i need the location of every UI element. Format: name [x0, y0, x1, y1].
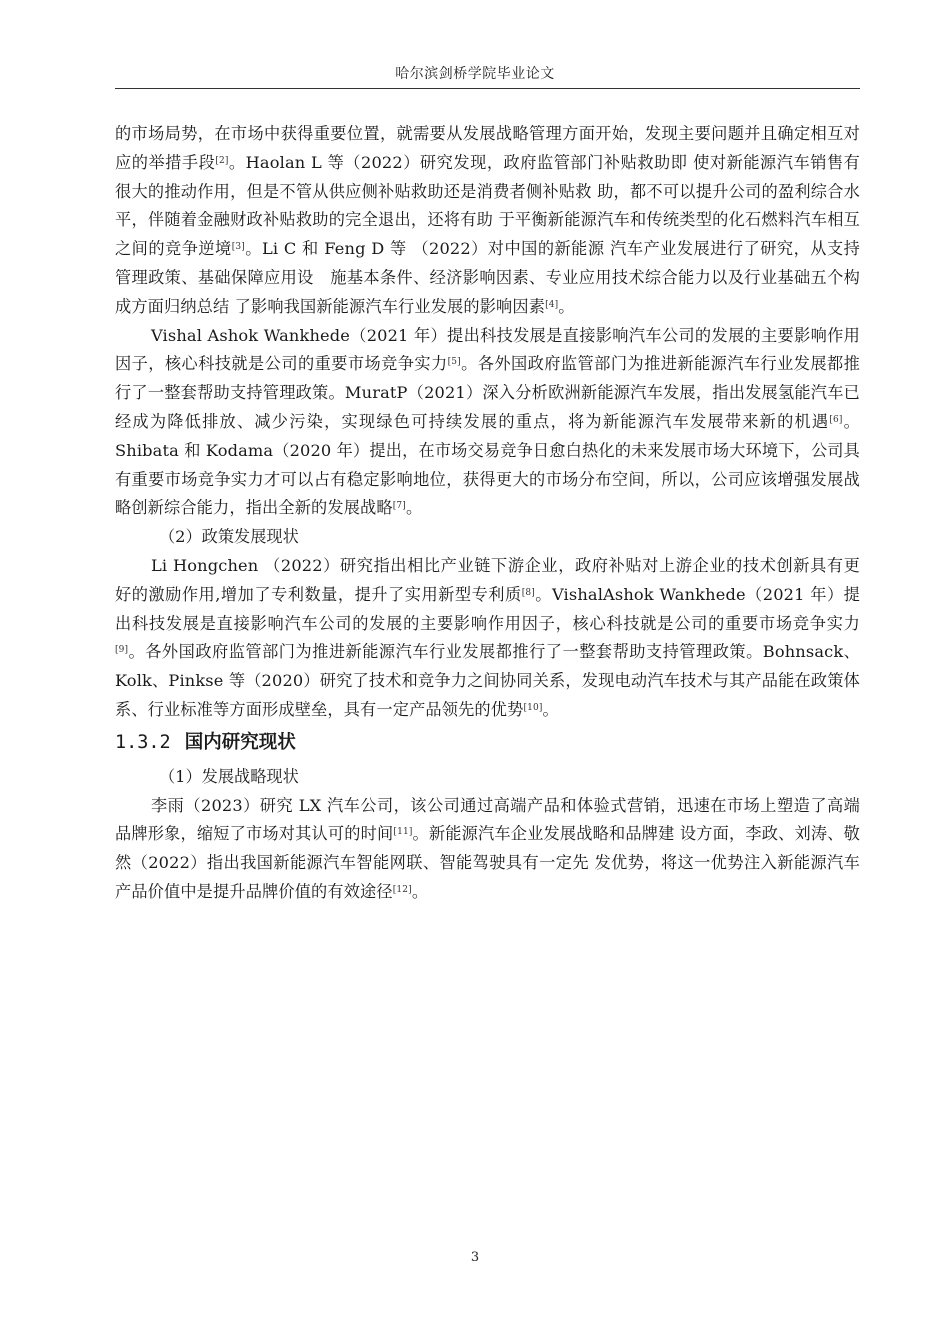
- paragraph-text: 。各外国政府监管部门为推进新能源汽车行业发展都推行了一整套帮助支持管理政策。Bohnsack、Kolk、Pinkse 等（2020）研究了技术和竞争力之间协同关系，发现电动汽车技术与其产品能在政策体系、行业标准等方面形成壁垒，具有一定产品领先的优势: [115, 642, 860, 719]
- paragraph-text: 。: [405, 498, 423, 518]
- citation-ref: [7]: [392, 501, 406, 512]
- citation-ref: [11]: [393, 827, 413, 838]
- citation-ref: [3]: [231, 242, 245, 253]
- paragraph-text: 。: [558, 296, 575, 316]
- section-title: 国内研究现状: [184, 731, 296, 753]
- paragraph-text: Li Hongchen （2022）研究指出相比产业链下游企业，政府补贴对上游企业的技术创新具有更好的激励作用,增加了专利数量，提升了实用新型专利质: [115, 555, 860, 604]
- paragraph-text: 。新能源汽车企业发展战略和品牌建 设方面，李政、刘涛、敬然（2022）指出我国新能源汽车智能网联、智能驾驶具有一定先 发优势，将这一优势注入新能源汽车产品价值中是提升品牌价值的有效途径: [115, 824, 860, 901]
- citation-ref: [6]: [829, 414, 843, 425]
- citation-ref: [12]: [392, 884, 412, 895]
- paragraph: [115, 322, 860, 524]
- header-rule: [115, 88, 860, 89]
- paragraph-text: Vishal Ashok Wankhede（2021 年）提出科技发展是直接影响汽车公司的发展的主要影响作用因子，核心科技就是公司的重要市场竞争实力: [115, 325, 860, 374]
- section-heading: [115, 727, 860, 759]
- paragraph-text: 。Li C 和 Feng D 等 （2022）对中国的新能源 汽车产业发展进行了研究，从支持管理政策、基础保障应用设 施基本条件、经济影响因素、专业应用技术综合能力以及行业基础五个构成方面归纳总结 了影响我国新能源汽车行业发展的影响因素: [115, 239, 860, 316]
- subheading: （2）政策发展现状: [159, 527, 299, 547]
- paragraph: [115, 552, 860, 725]
- paragraph-text: 的市场局势，在市场中获得重要位置，就需要从发展战略管理方面开始，发现主要问题并且确定相互对应的举措手段: [115, 124, 860, 172]
- subheading: （1）发展战略现状: [159, 766, 299, 786]
- citation-ref: [8]: [521, 587, 535, 598]
- running-header: 哈尔滨剑桥学院毕业论文: [395, 66, 555, 82]
- page-number: 3: [470, 1250, 480, 1265]
- paragraph-text: 。Shibata 和 Kodama（2020 年）提出，在市场交易竞争日愈白热化的未来发展市场大环境下，公司具有重要市场竞争实力才可以占有稳定影响地位，获得更大的市场分布空间，所以，公司应该增强发展战略创新综合能力，指出全新的发展战略: [115, 411, 860, 518]
- citation-ref: [4]: [545, 299, 559, 310]
- paragraph: [115, 792, 860, 907]
- paragraph: [115, 120, 860, 322]
- paragraph-text: 。各外国政府监管部门为推进新能源汽车行业发展都推行了一整套帮助支持管理政策。MuratP（2021）深入分析欧洲新能源汽车发展，指出发展氢能汽车已经成为降低排放、减少污染，实现绿色可持续发展的重点，将为新能源汽车发展带来新的机遇: [115, 354, 860, 431]
- citation-ref: [5]: [447, 357, 461, 368]
- paragraph-text: 。VishalAshok Wankhede（2021 年）提出科技发展是直接影响汽车公司的发展的主要影响作用因子，核心科技就是公司的重要市场竞争实力: [115, 584, 860, 633]
- citation-ref: [2]: [215, 155, 229, 166]
- citation-ref: [9]: [115, 645, 129, 656]
- paragraph-text: 。: [542, 699, 559, 719]
- paragraph-text: 李雨（2023）研究 LX 汽车公司，该公司通过高端产品和体验式营销，迅速在市场上塑造了高端品牌形象，缩短了市场对其认可的时间: [115, 795, 860, 844]
- paragraph-text: 。Haolan L 等（2022）研究发现，政府监管部门补贴救助即 使对新能源汽车销售有很大的推动作用，但是不管从供应侧补贴救助还是消费者侧补贴救 助，都不可以提升公司的盈利综合水平，伴随着金融财政补贴救助的完全退出，还将有助 于平衡新能源汽车和传统类型的化石燃料汽车相互之间的竞争逆境: [115, 152, 860, 259]
- citation-ref: [10]: [523, 702, 543, 713]
- body-text: [115, 120, 860, 907]
- paragraph-text: 。: [411, 881, 429, 901]
- section-number: 1.3.2: [115, 731, 171, 753]
